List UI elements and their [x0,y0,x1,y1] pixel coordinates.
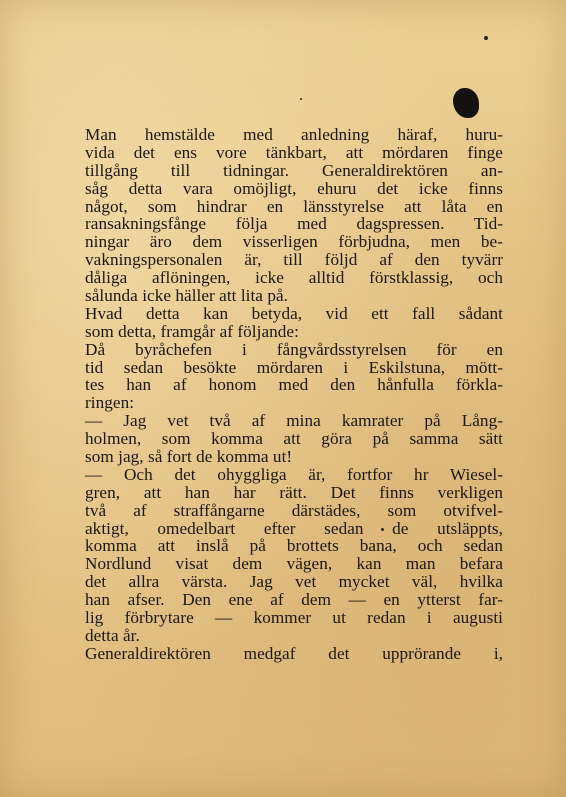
text-line: komma att inslå på brottets bana, och sedan [85,536,503,556]
text-line: det allra värsta. Jag vet mycket väl, hvilka [85,572,503,592]
text-line: Hvad detta kan betyda, vid ett fall sådant [85,303,503,323]
text-line: aktigt, omedelbart efter sedan de utsläppts, [85,518,503,538]
text-line: dåliga aflöningen, icke alltid förstklassig, och [85,268,503,288]
text-line: något, som hindrar en länsstyrelse att låta en [85,196,503,216]
text-line: Man hemstälde med anledning häraf, huru- [85,125,503,144]
text-line: Nordlund visat dem vägen, kan man befara [85,554,503,574]
text-line: han afser. Den ene af dem — en ytterst far- [85,590,503,610]
text-line: tes han af honom med den hånfulla förkla- [85,375,503,395]
text-line: ringen: [85,393,135,413]
text-line: vida det ens vore tänkbart, att mördaren finge [85,142,503,162]
text-line: som detta, framgår af följande: [85,321,299,341]
paper-speck [300,98,302,100]
paper-speck [484,36,488,40]
text-line: tid sedan besökte mördaren i Eskilstuna, mött- [85,357,503,377]
text-line: holmen, som komma att göra på samma sätt [85,429,503,449]
text-line: detta år. [85,625,140,645]
text-line: såg detta vara omöjligt, ehuru det icke finns [85,178,503,198]
text-line: gren, att han har rätt. Det finns verkligen [85,482,503,502]
text-line: som jag, så fort de komma ut! [85,447,293,467]
text-line: ningar äro dem visserligen förbjudna, men be- [85,232,503,252]
text-line: lig förbrytare — kommer ut redan i augusti [85,608,503,628]
text-line: Då byråchefen i fångvårdsstyrelsen för en [85,339,503,359]
ink-blot [453,88,479,118]
text-line: — Och det ohyggliga är, fortfor hr Wiesel- [85,464,503,484]
text-line: vakningspersonalen är, till följd af den tyvärr [85,250,503,270]
text-line: sålunda icke häller att lita på. [85,286,288,306]
text-line: Generaldirektören medgaf det upprörande i, [85,643,503,663]
text-line: två af straffångarne därstädes, som otvifvel- [85,500,503,520]
text-line: tillgång till tidningar. Generaldirektören an- [85,160,503,180]
body-text [85,126,503,663]
text-line: ransakningsfånge följa med dagspressen. Tid- [85,214,503,234]
text-line: — Jag vet två af mina kamrater på Lång- [85,411,503,431]
